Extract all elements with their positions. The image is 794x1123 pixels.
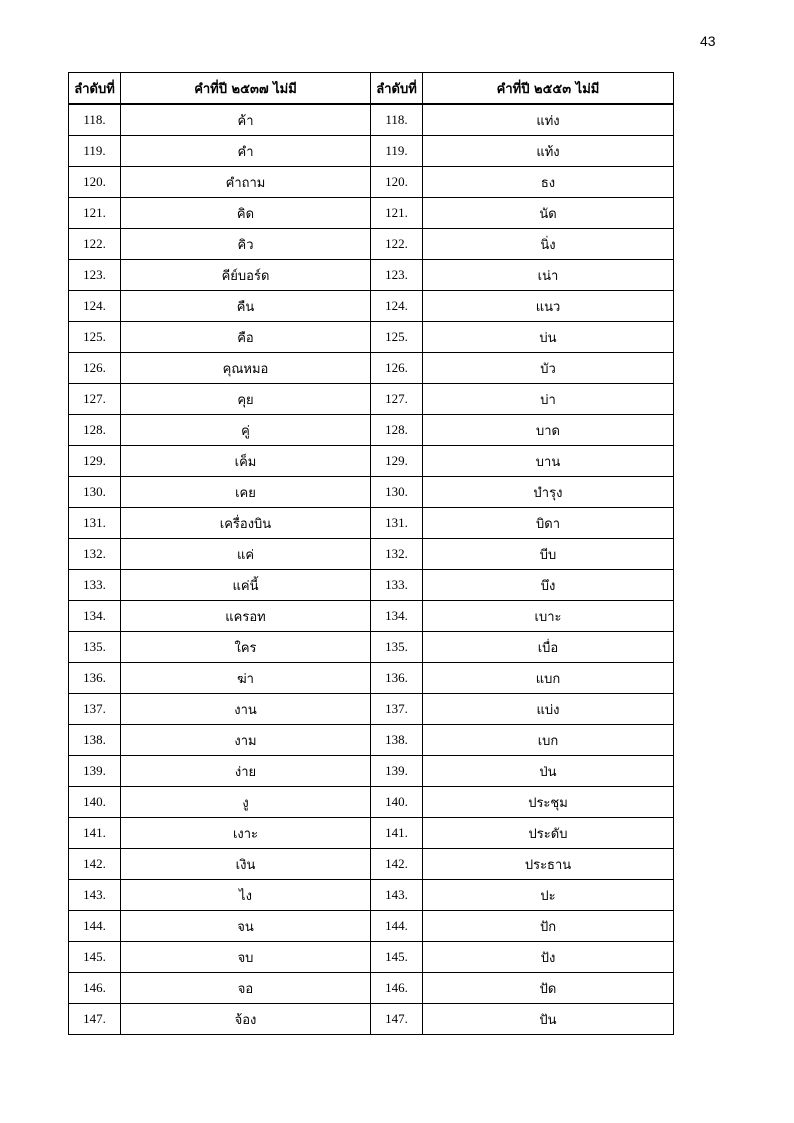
order-number-left: 140. — [69, 787, 121, 818]
order-number-left: 132. — [69, 539, 121, 570]
order-number-right: 141. — [371, 818, 423, 849]
order-number-left: 131. — [69, 508, 121, 539]
word-2553: แท้ง — [423, 136, 674, 167]
order-number-right: 134. — [371, 601, 423, 632]
order-number-left: 139. — [69, 756, 121, 787]
table-row — [69, 663, 674, 694]
order-number-left: 146. — [69, 973, 121, 1004]
order-number-left: 128. — [69, 415, 121, 446]
table-row — [69, 601, 674, 632]
word-2553: เบื่อ — [423, 632, 674, 663]
table-row — [69, 104, 674, 136]
table-row — [69, 539, 674, 570]
order-number-left: 145. — [69, 942, 121, 973]
order-number-left: 137. — [69, 694, 121, 725]
word-2537: เค็ม — [121, 446, 371, 477]
page-number: 43 — [700, 33, 716, 49]
order-number-left: 124. — [69, 291, 121, 322]
table-row — [69, 694, 674, 725]
word-2553: ปะ — [423, 880, 674, 911]
word-2553: เน่า — [423, 260, 674, 291]
word-2537: คำ — [121, 136, 371, 167]
word-2553: บาด — [423, 415, 674, 446]
order-number-left: 135. — [69, 632, 121, 663]
table-row — [69, 973, 674, 1004]
order-number-right: 124. — [371, 291, 423, 322]
order-number-left: 126. — [69, 353, 121, 384]
order-number-right: 138. — [371, 725, 423, 756]
table-header-row — [69, 73, 674, 105]
table-row — [69, 570, 674, 601]
word-2537: งู — [121, 787, 371, 818]
table-row — [69, 818, 674, 849]
header-order-2: ลำดับที่ — [371, 73, 423, 105]
order-number-right: 142. — [371, 849, 423, 880]
table-row — [69, 880, 674, 911]
word-2553: แบก — [423, 663, 674, 694]
order-number-right: 128. — [371, 415, 423, 446]
word-2537: ง่าย — [121, 756, 371, 787]
order-number-right: 125. — [371, 322, 423, 353]
word-2537: คิด — [121, 198, 371, 229]
word-2553: ธง — [423, 167, 674, 198]
word-2553: บัว — [423, 353, 674, 384]
word-2553: บำรุง — [423, 477, 674, 508]
word-2553: ประธาน — [423, 849, 674, 880]
word-2553: ป่น — [423, 756, 674, 787]
order-number-right: 147. — [371, 1004, 423, 1035]
table-row — [69, 229, 674, 260]
word-2537: จ้อง — [121, 1004, 371, 1035]
order-number-left: 143. — [69, 880, 121, 911]
word-2553: ประดับ — [423, 818, 674, 849]
order-number-left: 121. — [69, 198, 121, 229]
table-row — [69, 415, 674, 446]
header-words-2553: คำที่ปี ๒๕๕๓ ไม่มี — [423, 73, 674, 105]
word-2553: บ่น — [423, 322, 674, 353]
word-2537: คำถาม — [121, 167, 371, 198]
word-2553: ประชุม — [423, 787, 674, 818]
word-2537: แค่นี้ — [121, 570, 371, 601]
order-number-right: 126. — [371, 353, 423, 384]
word-2553: เบก — [423, 725, 674, 756]
word-2537: คีย์บอร์ด — [121, 260, 371, 291]
order-number-left: 118. — [69, 104, 121, 136]
order-number-right: 143. — [371, 880, 423, 911]
header-order-1: ลำดับที่ — [69, 73, 121, 105]
order-number-right: 135. — [371, 632, 423, 663]
word-2553: ปัก — [423, 911, 674, 942]
word-2553: นัด — [423, 198, 674, 229]
word-2537: จน — [121, 911, 371, 942]
order-number-left: 133. — [69, 570, 121, 601]
word-2537: คุย — [121, 384, 371, 415]
order-number-left: 136. — [69, 663, 121, 694]
table-row — [69, 198, 674, 229]
order-number-left: 141. — [69, 818, 121, 849]
word-2537: เคย — [121, 477, 371, 508]
order-number-right: 122. — [371, 229, 423, 260]
order-number-right: 146. — [371, 973, 423, 1004]
word-2553: บิดา — [423, 508, 674, 539]
order-number-left: 123. — [69, 260, 121, 291]
word-2553: บีบ — [423, 539, 674, 570]
word-2537: จบ — [121, 942, 371, 973]
table-row — [69, 353, 674, 384]
word-2537: แค่ — [121, 539, 371, 570]
table-row — [69, 167, 674, 198]
table-row — [69, 942, 674, 973]
word-2553: ปัน — [423, 1004, 674, 1035]
word-2537: เงาะ — [121, 818, 371, 849]
word-2537: คุณหมอ — [121, 353, 371, 384]
word-2537: คู่ — [121, 415, 371, 446]
table-row — [69, 260, 674, 291]
table-row — [69, 756, 674, 787]
order-number-right: 140. — [371, 787, 423, 818]
table-row — [69, 477, 674, 508]
table-row — [69, 322, 674, 353]
word-2537: แครอท — [121, 601, 371, 632]
word-2553: แนว — [423, 291, 674, 322]
word-2553: เบาะ — [423, 601, 674, 632]
table-row — [69, 446, 674, 477]
word-2553: บาน — [423, 446, 674, 477]
word-2553: บ่า — [423, 384, 674, 415]
order-number-right: 133. — [371, 570, 423, 601]
order-number-right: 137. — [371, 694, 423, 725]
order-number-left: 120. — [69, 167, 121, 198]
word-2537: งาม — [121, 725, 371, 756]
word-2537: ไง — [121, 880, 371, 911]
order-number-right: 129. — [371, 446, 423, 477]
word-2537: คิว — [121, 229, 371, 260]
table-row — [69, 136, 674, 167]
table-row — [69, 787, 674, 818]
header-words-2537: คำที่ปี ๒๕๓๗ ไม่มี — [121, 73, 371, 105]
word-2537: เงิน — [121, 849, 371, 880]
order-number-right: 136. — [371, 663, 423, 694]
word-comparison-table — [68, 72, 674, 1035]
table-row — [69, 1004, 674, 1035]
word-2537: ฆ่า — [121, 663, 371, 694]
order-number-right: 118. — [371, 104, 423, 136]
order-number-left: 138. — [69, 725, 121, 756]
word-2553: แบ่ง — [423, 694, 674, 725]
word-2537: งาน — [121, 694, 371, 725]
word-2537: จอ — [121, 973, 371, 1004]
order-number-left: 142. — [69, 849, 121, 880]
order-number-right: 131. — [371, 508, 423, 539]
order-number-right: 132. — [371, 539, 423, 570]
order-number-right: 145. — [371, 942, 423, 973]
word-2553: แท่ง — [423, 104, 674, 136]
word-2537: คือ — [121, 322, 371, 353]
order-number-left: 127. — [69, 384, 121, 415]
order-number-right: 144. — [371, 911, 423, 942]
order-number-left: 119. — [69, 136, 121, 167]
table-row — [69, 632, 674, 663]
word-2553: นิ่ง — [423, 229, 674, 260]
order-number-left: 130. — [69, 477, 121, 508]
order-number-right: 130. — [371, 477, 423, 508]
order-number-left: 122. — [69, 229, 121, 260]
table-row — [69, 291, 674, 322]
word-2537: ค้า — [121, 104, 371, 136]
order-number-left: 129. — [69, 446, 121, 477]
order-number-right: 123. — [371, 260, 423, 291]
table-row — [69, 725, 674, 756]
table-row — [69, 849, 674, 880]
order-number-left: 147. — [69, 1004, 121, 1035]
order-number-right: 121. — [371, 198, 423, 229]
word-2537: คืน — [121, 291, 371, 322]
order-number-right: 139. — [371, 756, 423, 787]
word-2537: ใคร — [121, 632, 371, 663]
order-number-left: 125. — [69, 322, 121, 353]
word-2553: ปัด — [423, 973, 674, 1004]
table-row — [69, 911, 674, 942]
table-body — [69, 104, 674, 1035]
word-2553: ปัง — [423, 942, 674, 973]
order-number-left: 144. — [69, 911, 121, 942]
word-2537: เครื่องบิน — [121, 508, 371, 539]
table-row — [69, 508, 674, 539]
order-number-left: 134. — [69, 601, 121, 632]
word-2553: บึง — [423, 570, 674, 601]
order-number-right: 120. — [371, 167, 423, 198]
order-number-right: 119. — [371, 136, 423, 167]
order-number-right: 127. — [371, 384, 423, 415]
table-row — [69, 384, 674, 415]
